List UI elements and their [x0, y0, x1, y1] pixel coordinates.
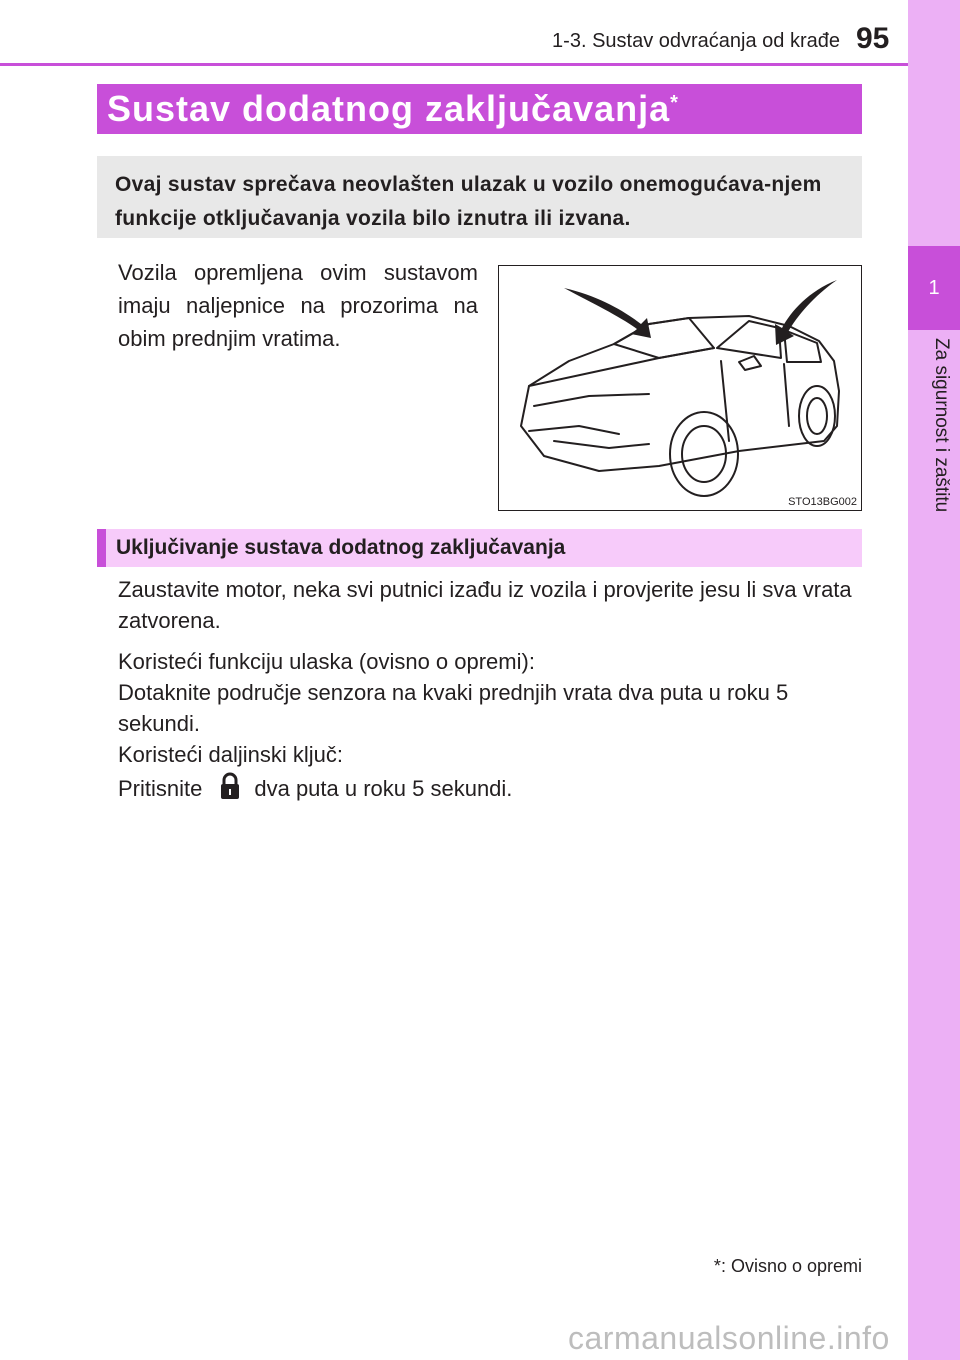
figure-code: STO13BG002 [788, 496, 857, 508]
entry-function-label: Koristeći funkciju ulaska (ovisno o opremi): [118, 649, 535, 674]
subsection-title: Uključivanje sustava dodatnog zaključavanja [97, 529, 862, 567]
remote-key-label: Koristeći daljinski ključ: [118, 742, 343, 767]
paragraph-step-2 [118, 646, 860, 810]
header-divider [0, 63, 908, 66]
footnote-text: : Ovisno o opremi [720, 1256, 862, 1276]
page-number: 95 [856, 22, 890, 55]
chapter-number: 1 [928, 276, 940, 299]
chapter-title: Za sigurnost i zaštitu [931, 338, 952, 513]
press-suffix: dva puta u roku 5 sekundi. [254, 775, 513, 801]
press-label: Pritisnite [118, 775, 203, 801]
footnote [714, 1256, 862, 1277]
page-title-mark: * [670, 91, 679, 114]
chapter-number-box [908, 246, 960, 330]
car-with-arrows-illustration-icon [499, 266, 861, 510]
car-figure [498, 265, 862, 511]
remote-key-instruction [118, 770, 860, 810]
entry-function-instruction: Dotaknite područje senzora na kvaki prednjih vrata dva puta u roku 5 sekundi. [118, 680, 789, 736]
side-tab [908, 0, 960, 1360]
car-description: Vozila opremljena ovim sustavom imaju naljepnice na prozorima na obim prednjim vratima. [118, 260, 478, 351]
lock-icon [214, 770, 246, 810]
intro-box: Ovaj sustav sprečava neovlašten ulazak u vozilo onemogućava-njem funkcije otključavanja vozila bilo iznutra ili izvana. [97, 156, 862, 238]
header-section-title: 1-3. Sustav odvraćanja od krađe [552, 30, 840, 52]
page-title [97, 84, 862, 134]
footnote-mark: * [713, 1256, 721, 1276]
watermark: carmanualsonline.info [568, 1320, 890, 1356]
paragraph-step-1: Zaustavite motor, neka svi putnici izađu iz vozila i provjerite jesu li sva vrata zatvorena. [118, 577, 852, 633]
page-title-text: Sustav dodatnog zaključavanja [107, 88, 671, 129]
